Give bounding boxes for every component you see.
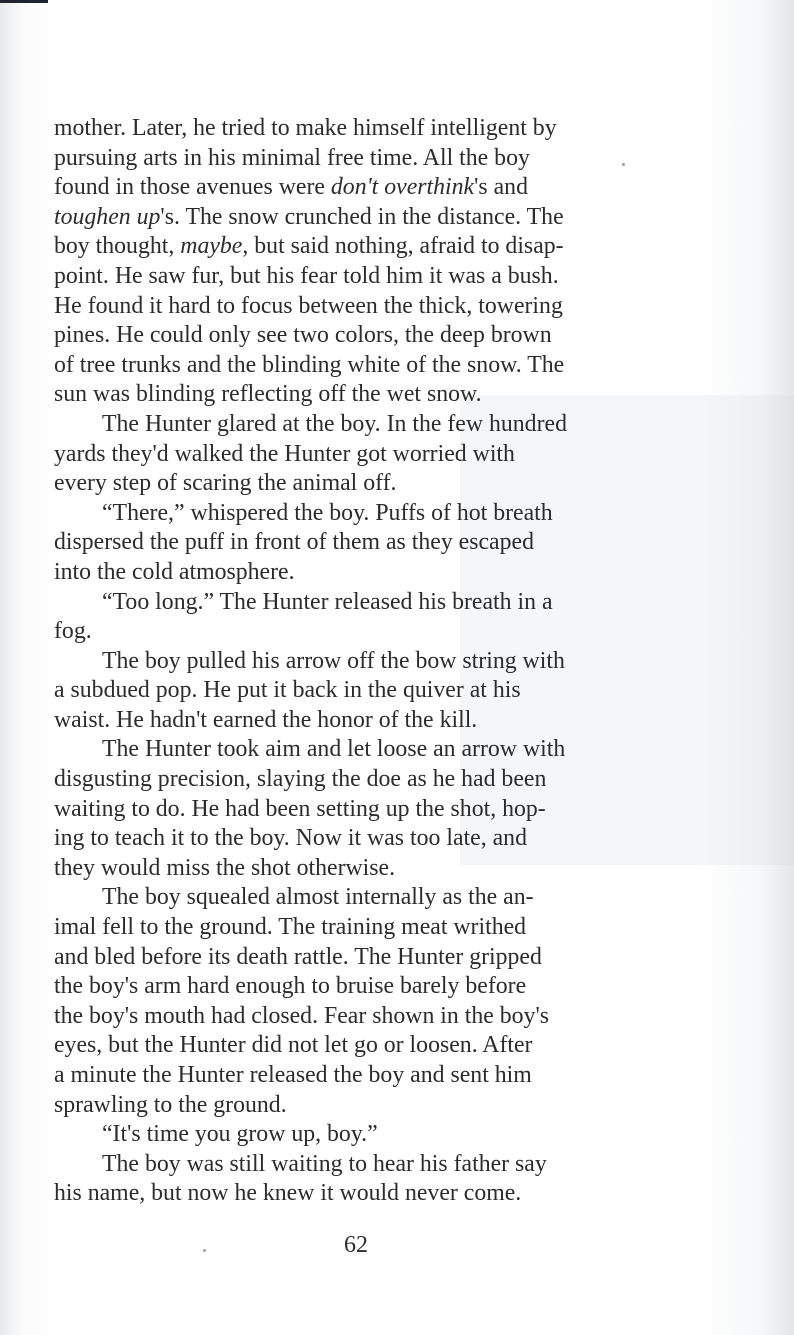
italic-text: don't overthink bbox=[330, 174, 475, 201]
text-line: mother. Later, he tried to make himself intelligent by bbox=[54, 115, 557, 141]
text-line bbox=[54, 173, 654, 203]
body-text bbox=[54, 114, 654, 1209]
text-line: dispersed the puff in front of them as they escaped bbox=[54, 529, 534, 556]
text-line: the boy's mouth had closed. Fear shown in the boy's bbox=[54, 1002, 550, 1029]
text-line: a minute the Hunter released the boy and sent him bbox=[54, 1062, 532, 1088]
text-line: The Hunter took aim and let loose an arrow with bbox=[102, 736, 566, 763]
text-line: into the cold atmosphere. bbox=[54, 558, 295, 585]
page-number: 62 bbox=[344, 1232, 368, 1258]
text-line: “It's time you grow up, boy.” bbox=[102, 1121, 378, 1148]
text-line: the boy's arm hard enough to bruise barely before bbox=[54, 973, 527, 1000]
text-line: disgusting precision, slaying the doe as he had been bbox=[54, 766, 547, 793]
text-line: waist. He hadn't earned the honor of the kill. bbox=[54, 706, 478, 733]
text-line: fog. bbox=[54, 618, 92, 645]
text-line: sun was blinding reflecting off the wet snow. bbox=[54, 381, 482, 408]
scan-edge-mark bbox=[0, 0, 48, 3]
text-line: point. He saw fur, but his fear told him it was a bush. bbox=[54, 262, 559, 289]
text-line: and bled before its death rattle. The Hunter gripped bbox=[54, 943, 542, 970]
text-line: they would miss the shot otherwise. bbox=[54, 854, 396, 881]
text-segment: , but said nothing, afraid to disap- bbox=[242, 233, 564, 260]
text-segment: found in those avenues were bbox=[54, 174, 331, 201]
text-segment: 's and bbox=[474, 174, 528, 201]
text-line: waiting to do. He had been setting up the shot, hop- bbox=[54, 795, 546, 822]
italic-text: maybe bbox=[180, 233, 243, 260]
text-line: The boy pulled his arrow off the bow string with bbox=[102, 647, 565, 674]
text-line: a subdued pop. He put it back in the quiver at his bbox=[54, 677, 521, 704]
text-line: He found it hard to focus between the thick, towering bbox=[54, 292, 563, 319]
text-line: The boy was still waiting to hear his father say bbox=[102, 1150, 547, 1177]
text-line bbox=[54, 203, 654, 233]
text-line: “Too long.” The Hunter released his breath in a bbox=[102, 588, 553, 615]
text-segment: 's. The snow crunched in the distance. The bbox=[160, 203, 564, 230]
italic-text: toughen up bbox=[54, 203, 161, 230]
text-line: ing to teach it to the boy. Now it was too late, and bbox=[54, 825, 527, 852]
text-line: pursuing arts in his minimal free time. All the boy bbox=[54, 144, 530, 171]
text-line bbox=[54, 232, 654, 262]
text-line: eyes, but the Hunter did not let go or loosen. After bbox=[54, 1032, 533, 1059]
text-line: of tree trunks and the blinding white of the snow. The bbox=[54, 351, 565, 378]
text-line: The boy squealed almost internally as the an- bbox=[102, 884, 534, 911]
text-line: yards they'd walked the Hunter got worried with bbox=[54, 440, 515, 467]
text-line: “There,” whispered the boy. Puffs of hot breath bbox=[102, 499, 553, 526]
text-line: pines. He could only see two colors, the deep brown bbox=[54, 322, 552, 349]
text-line: his name, but now he knew it would never come. bbox=[54, 1180, 522, 1207]
text-line: imal fell to the ground. The training meat writhed bbox=[54, 914, 527, 941]
text-line: sprawling to the ground. bbox=[54, 1091, 287, 1118]
text-line: every step of scaring the animal off. bbox=[54, 470, 397, 497]
text-segment: boy thought, bbox=[54, 233, 181, 260]
text-line: The Hunter glared at the boy. In the few hundred bbox=[102, 410, 567, 437]
